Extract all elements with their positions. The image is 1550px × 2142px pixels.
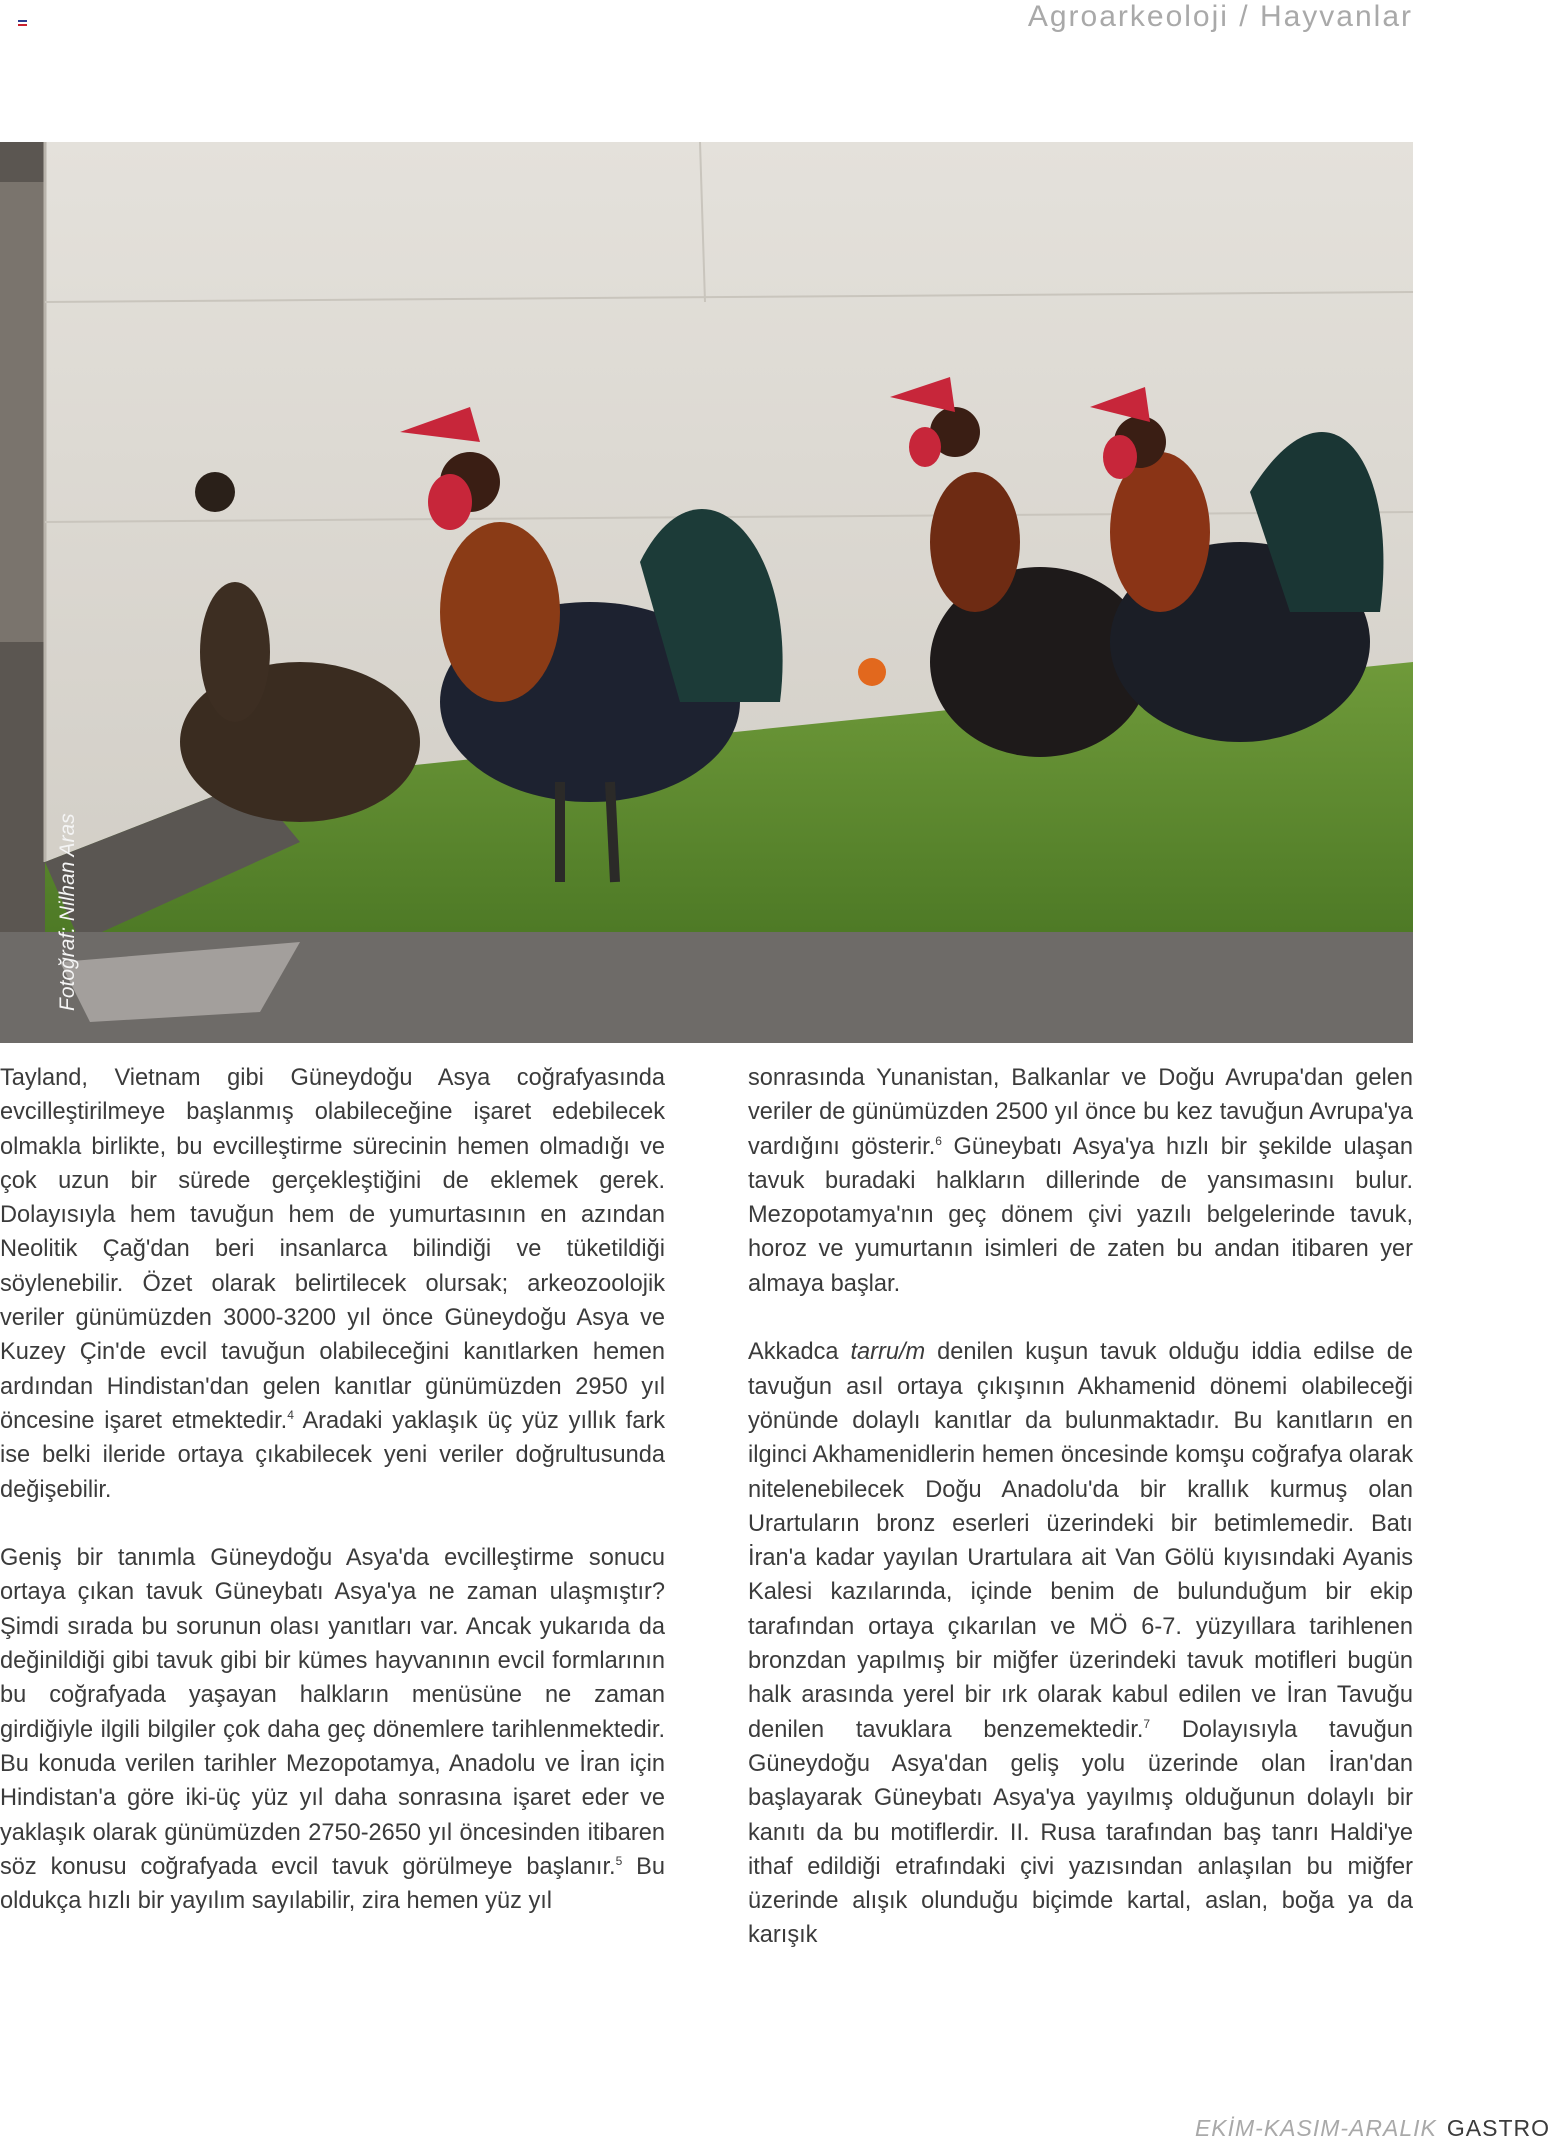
footnote-marker: 4 bbox=[287, 1407, 294, 1422]
magazine-name: GASTRO bbox=[1446, 2115, 1550, 2141]
paragraph-text: Dolayısıyla tavuğun Güneydoğu Asya'dan geliş yolu üzerinde olan İran'dan başlayarak Güneybatı Asya'ya yayılmış olduğunun dolaylı bir kanıtı da bu motiflerdir. II. Rusa tarafından baş tanrı Haldi'ye ithaf edildiği etrafındaki çivi yazısından anlaşılan bu miğfer üzerinde alışık olunduğu biçimde kartal, aslan, boğa ya da karışık bbox=[748, 1716, 1413, 1949]
page-footer bbox=[1195, 2115, 1550, 2142]
footnote-marker: 7 bbox=[1143, 1716, 1151, 1731]
paragraph bbox=[0, 1541, 665, 1918]
paragraph-text: Güneybatı Asya'ya hızlı bir şekilde ulaşan tavuk buradaki halkların dillerinde de yansımasını bulur. Mezopotamya'nın geç dönem çivi yazılı belgelerinde tavuk, horoz ve yumurtanın isimleri de zaten bu andan itibaren yer almaya başlar. bbox=[748, 1133, 1413, 1297]
footnote-marker: 5 bbox=[615, 1853, 623, 1868]
paragraph bbox=[748, 1061, 1413, 1301]
paragraph-text: sonrasında Yunanistan, Balkanlar ve Doğu Avrupa'dan gelen veriler de günümüzden 2500 yıl önce bu kez tavuğun Avrupa'ya vardığını gösterir. bbox=[748, 1065, 1413, 1160]
chickens-photo bbox=[0, 142, 1413, 1043]
paragraph bbox=[0, 1061, 665, 1507]
paragraph-text: Geniş bir tanımla Güneydoğu Asya'da evcilleştirme sonucu ortaya çıkan tavuk Güneybatı Asya'ya ne zaman ulaşmıştır? Şimdi sırada bu sorunun olası yanıtları var. Ancak yukarıda da değinildiği gibi tavuk gibi bir kümes hayvanının evcil formlarının bu coğrafyada yaşayan halkların menüsüne ne zaman girdiğiyle ilgili bilgiler çok daha geç dönemlere tarihlenmektedir. Bu konuda verilen tarihler Mezopotamya, Anadolu ve İran için Hindistan'a göre iki-üç yüz yıl daha sonrasına işaret eder ve yaklaşık olarak günümüzden 2750-2650 yıl öncesinden itibaren söz konusu coğrafyada evcil tavuk görülmeye başlanır. bbox=[0, 1545, 665, 1880]
section-title: Agroarkeoloji / Hayvanlar bbox=[1027, 0, 1413, 33]
left-text-column bbox=[0, 1061, 665, 1918]
paragraph-text: Bu oldukça hızlı bir yayılım sayılabilir, zira hemen yüz yıl bbox=[0, 1853, 665, 1915]
paragraph-text: Akkadca bbox=[748, 1339, 851, 1366]
photo-illustration bbox=[0, 142, 1413, 1043]
paragraph-text: Aradaki yaklaşık üç yüz yıllık fark ise belki ileride ortaya çıkabilecek yeni veriler doğrultusunda değişebilir. bbox=[0, 1407, 665, 1503]
paragraph-text: Tayland, Vietnam gibi Güneydoğu Asya coğrafyasında evcilleştirilmeye başlanmış olabileceğine işaret edebilecek olmakla birlikte, bu evcilleştirme sürecinin hemen olmadığı ve çok uzun bir sürede gerçekleştiğini de eklemek gerek. Dolayısıyla hem tavuğun hem de yumurtasının en azından Neolitik Çağ'dan beri insanlarca bilindiği ve tüketildiği söylenebilir. Özet olarak belirtilecek olursak; arkeozoolojik veriler günümüzden 3000-3200 yıl önce Güneydoğu Asya ve Kuzey Çin'de evcil tavuğun olabileceğini kanıtlarken hemen ardından Hindistan'dan gelen kanıtlar günümüzden 2950 yıl öncesine işaret etmektedir. bbox=[0, 1065, 665, 1434]
issue-label: EKİM-KASIM-ARALIK bbox=[1194, 2115, 1437, 2141]
paragraph-text: denilen kuşun tavuk olduğu iddia edilse de tavuğun asıl ortaya çıkışının Akhamenid dönemi olabileceği yönünde dolaylı kanıtlar da bulunmaktadır. Bu kanıtların en ilginci Akhamenidlerin hemen öncesinde komşu coğrafya olarak nitelenebilecek Doğu Anadolu'da bir krallık kurmuş olan Urartuların bronz eserleri üzerindeki bir betimlemedir. Batı İran'a kadar yayılan Urartulara ait Van Gölü kıyısındaki Ayanis Kalesi kazılarında, içinde benim de bulunduğum bir ekip tarafından ortaya çıkarılan ve MÖ 6-7. yüzyıllara tarihlenen bronzdan yapılmış bir miğfer üzerindeki tavuk motifleri bugün halk arasında yerel bir ırk olarak kabul edilen ve İran Tavuğu denilen tavuklara benzemektedir. bbox=[748, 1339, 1413, 1743]
flag-icon bbox=[18, 20, 27, 26]
paragraph bbox=[748, 1335, 1413, 1952]
footnote-marker: 6 bbox=[935, 1133, 942, 1148]
italic-term: tarru/m bbox=[850, 1339, 926, 1366]
right-text-column bbox=[748, 1061, 1413, 1953]
photo-credit: Fotoğraf: Nilhan Aras bbox=[56, 813, 79, 1011]
